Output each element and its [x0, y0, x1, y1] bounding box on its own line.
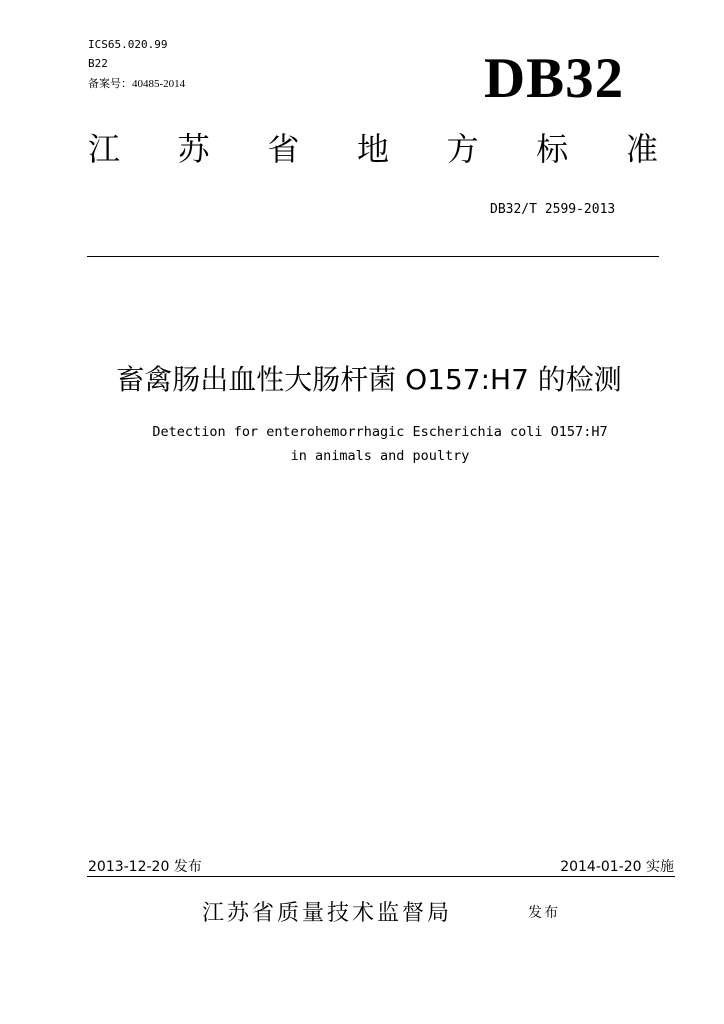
title-english-line-2: in animals and poultry: [290, 448, 470, 464]
standard-type-char: 方: [446, 130, 479, 168]
standard-type-char: 标: [536, 130, 569, 168]
standard-type-char: 苏: [177, 130, 210, 168]
classification-code: B22: [88, 57, 108, 70]
standard-logo: DB32: [484, 47, 625, 110]
top-divider: [87, 256, 659, 257]
standard-type-heading: [88, 130, 658, 168]
standard-type-char: 准: [625, 130, 658, 168]
ics-code: ICS65.020.99: [88, 38, 168, 51]
issuing-authority-suffix: 发布: [528, 905, 560, 921]
standard-type-char: 江: [88, 130, 121, 168]
standard-type-char: 省: [267, 130, 300, 168]
issuing-authority: 江苏省质量技术监督局: [202, 901, 453, 926]
bottom-divider: [87, 876, 675, 877]
implementation-date: 2014-01-20 实施: [560, 859, 674, 875]
title-english-line-1: Detection for enterohemorrhagic Escherichia coli O157:H7: [152, 424, 608, 440]
standard-number: DB32/T 2599-2013: [490, 202, 616, 217]
standard-type-char: 地: [356, 130, 389, 168]
issue-date: 2013-12-20 发布: [88, 859, 202, 875]
title-chinese: 畜禽肠出血性大肠杆菌 O157:H7 的检测: [116, 363, 622, 396]
filing-label: 备案号：: [88, 77, 132, 90]
filing-number: 40485-2014: [132, 78, 186, 90]
filing-record: [88, 75, 185, 91]
